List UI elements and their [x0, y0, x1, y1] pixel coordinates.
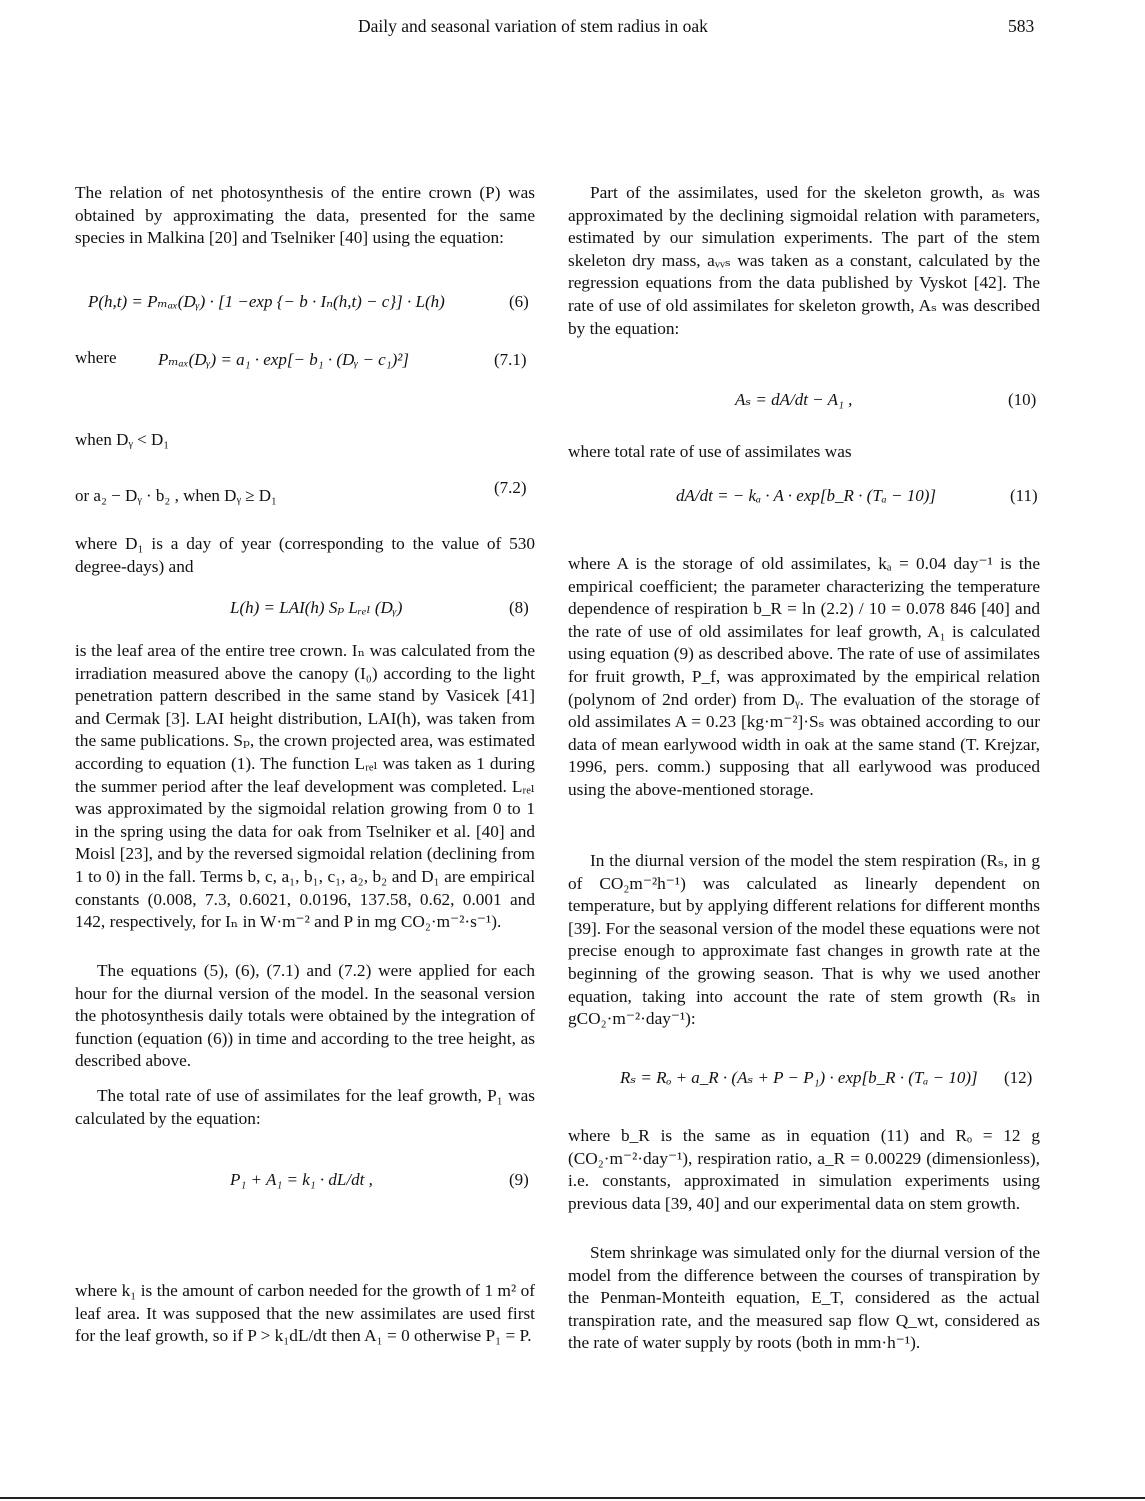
where-label: where [75, 348, 117, 367]
paragraph: Stem shrinkage was simulated only for the diurnal version of the model from the difference between the courses of transpiration by the Penman-Monteith equation, E_T, considered as the actual transpiration rate, and the measured sap flow Q_wt, considered as the rate of water supply by roots (both in mm·h⁻¹). [568, 1243, 1040, 1353]
equation-11: dA/dt = − kₐ · A · exp[b_R · (Tₐ − 10)] [676, 486, 936, 505]
page-bottom-rule [0, 1497, 1145, 1499]
paragraph: The equations (5), (6), (7.1) and (7.2) were applied for each hour for the diurnal version of the model. In the seasonal version the photosynthesis daily totals were obtained by the integration of function (equation (6)) in time and according to the tree height, as described above. [75, 961, 535, 1071]
running-header: Daily and seasonal variation of stem radius in oak [358, 16, 708, 36]
page-number: 583 [1008, 16, 1035, 36]
paragraph: where D₁ is a day of year (corresponding to the value of 530 degree-days) and [75, 534, 535, 576]
equation-10: Aₛ = dA/dt − A₁ , [735, 390, 853, 409]
paragraph: where total rate of use of assimilates was [568, 442, 852, 461]
paragraph: The relation of net photosynthesis of the entire crown (P) was obtained by approximating the data, presented for the same species in Malkina [20] and Tselniker [40] using the equation: [75, 183, 535, 248]
equation-number: (9) [509, 1170, 529, 1189]
equation-9: P₁ + A₁ = k₁ · dL/dt , [230, 1170, 373, 1189]
equation-number: (11) [1010, 486, 1038, 505]
equation-number: (10) [1008, 390, 1037, 409]
equation-12: Rₛ = Rₒ + a_R · (Aₛ + P − P₁) · exp[b_R · (Tₐ − 10)] [620, 1068, 978, 1087]
equation-number: (8) [509, 598, 529, 617]
equation-7-1: Pₘₐₓ(Dᵧ) = a₁ · exp[− b₁ · (Dᵧ − c₁)²] [158, 350, 410, 369]
paragraph: where b_R is the same as in equation (11) and Rₒ = 12 g (CO₂·m⁻²·day⁻¹), respiration ratio, a_R = 0.00229 (dimensionless), i.e. constants, approximated in simulation experiments using previous data [39, 40] and our experimental data on stem growth. [568, 1126, 1040, 1213]
equation-7-2: or a₂ − Dᵧ · b₂ , when Dᵧ ≥ D₁ [75, 486, 277, 505]
equation-6: P(h,t) = Pₘₐₓ(Dᵧ) · [1 −exp {− b · Iₙ(h,t) − c}] · L(h) [88, 292, 445, 311]
paragraph: where k₁ is the amount of carbon needed for the growth of 1 m² of leaf area. It was supposed that the new assimilates are used first for the leaf growth, so if P > k₁dL/dt then A₁ = 0 otherwise P₁ = P. [75, 1281, 535, 1346]
condition-text: when Dᵧ < D₁ [75, 430, 170, 449]
equation-number: (6) [509, 292, 529, 311]
paragraph: Part of the assimilates, used for the skeleton growth, aₛ was approximated by the declining sigmoidal relation with parameters, estimated by our simulation experiments. The part of the stem skeleton dry mass, aᵥᵥₛ was taken as a constant, calculated by the regression equations from the data published by Vyskot [42]. The rate of use of old assimilates for skeleton growth, Aₛ was described by the equation: [568, 183, 1040, 338]
paragraph: where A is the storage of old assimilates, kₐ = 0.04 day⁻¹ is the empirical coefficient; the parameter characterizing the temperature dependence of respiration b_R = ln (2.2) / 10 = 0.078 846 [40] and the rate of use of old assimilates for leaf growth, A₁ is calculated using equation (9) as described above. The rate of use of assimilates for fruit growth, P_f, was approximated by the empirical relation (polynom of 2nd order) from Dᵧ. The evaluation of the storage of old assimilates A = 0.23 [kg·m⁻²]·Sₛ was obtained according to our data of mean earlywood width in oak at the same stand (T. Krejzar, 1996, pers. comm.) supposing that all earlywood was produced using the above-mentioned storage. [568, 554, 1040, 799]
paragraph: The total rate of use of assimilates for the leaf growth, P₁ was calculated by the equation: [75, 1086, 535, 1128]
equation-8: L(h) = LAI(h) Sₚ Lᵣₑₗ (Dᵧ) [230, 598, 403, 617]
equation-number: (7.2) [494, 478, 527, 497]
paragraph: In the diurnal version of the model the stem respiration (Rₛ, in g of CO₂m⁻²h⁻¹) was calculated as linearly dependent on temperature, but by applying different relations for different months [39]. For the seasonal version of the model these equations were not precise enough to approximate fast changes in growth rate at the beginning of the growing season. That is why we used another equation, taking into account the rate of stem growth (Rₛ in gCO₂·m⁻²·day⁻¹): [568, 851, 1040, 1029]
equation-number: (7.1) [494, 350, 527, 369]
paragraph: is the leaf area of the entire tree crown. Iₙ was calculated from the irradiation measured above the canopy (I₀) according to the light penetration pattern described in the same stand by Vasicek [41] and Cermak [3]. LAI height distribution, LAI(h), was taken from the same publications. Sₚ, the crown projected area, was estimated according to equation (1). The function Lᵣₑₗ was taken as 1 during the summer period after the leaf development was completed. Lᵣₑₗ was approximated by the sigmoidal relation growing from 0 to 1 in the spring using the data for oak from Tselniker et al. [40] and Moisl [23], and by the reversed sigmoidal relation (declining from 1 to 0) in the fall. Terms b, c, a₁, b₁, c₁, a₂, b₂ and D₁ are empirical constants (0.008, 7.3, 0.6021, 0.0196, 137.58, 0.62, 0.001 and 142, respectively, for Iₙ in W·m⁻² and P in mg CO₂·m⁻²·s⁻¹). [75, 641, 535, 932]
equation-number: (12) [1004, 1068, 1033, 1087]
